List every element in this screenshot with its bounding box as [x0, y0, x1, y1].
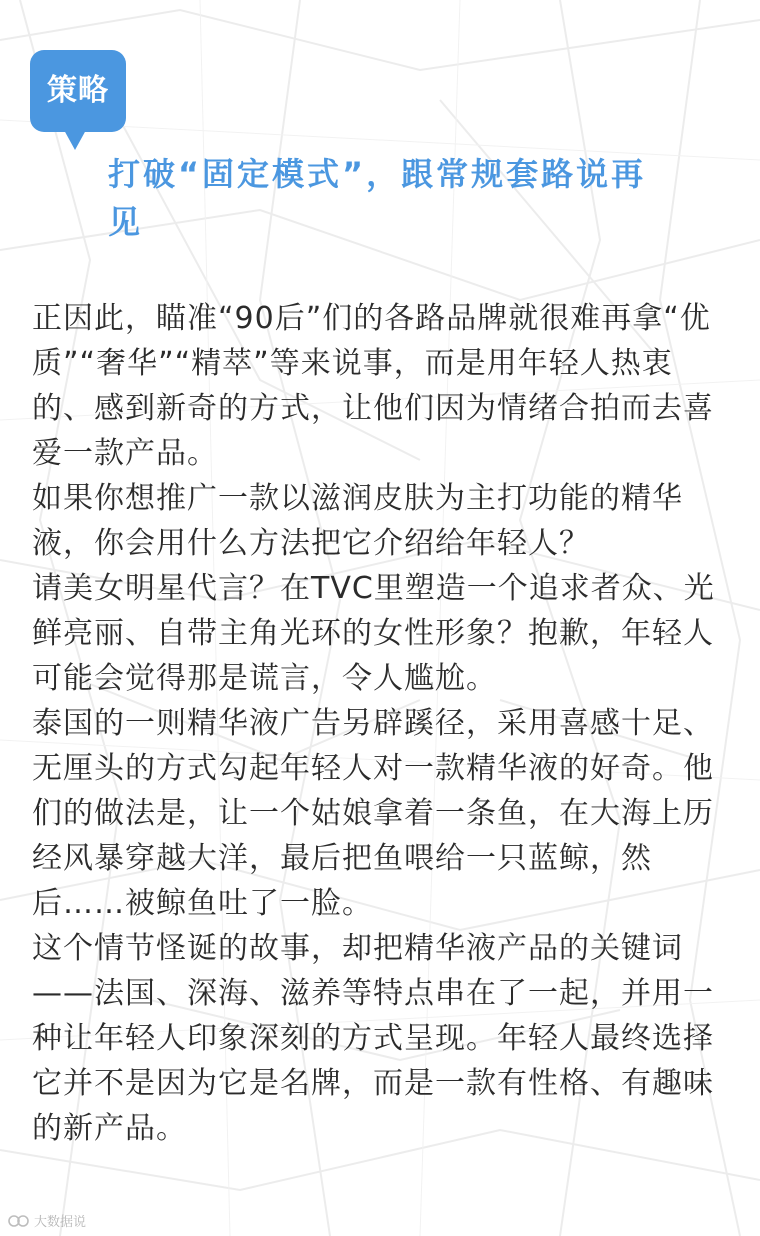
- paragraph: 泰国的一则精华液广告另辟蹊径，采用喜感十足、无厘头的方式勾起年轻人对一款精华液的好奇。他们的做法是，让一个姑娘拿着一条鱼，在大海上历经风暴穿越大洋，最后把鱼喂给一只蓝鲸，然后……被鲸鱼吐了一脸。: [32, 706, 714, 921]
- watermark-text: 大数据说: [34, 1215, 87, 1230]
- badge-tail: [64, 130, 86, 150]
- brand-logo-icon: [8, 1213, 30, 1229]
- paragraph: 如果你想推广一款以滋润皮肤为主打功能的精华液，你会用什么方法把它介绍给年轻人？: [32, 481, 683, 561]
- watermark: [8, 1211, 86, 1230]
- paragraph: 请美女明星代言？在TVC里塑造一个追求者众、光鲜亮丽、自带主角光环的女性形象？抱歉，年轻人可能会觉得那是谎言，令人尴尬。: [32, 571, 715, 696]
- paragraph: 正因此，瞄准“90后”们的各路品牌就很难再拿“优质”“奢华”“精萃”等来说事，而是用年轻人热衷的、感到新奇的方式，让他们因为情绪合拍而去喜爱一款产品。: [32, 301, 714, 471]
- section-heading: 打破“固定模式”，跟常规套路说再见: [108, 155, 647, 241]
- paragraph: 这个情节怪诞的故事，却把精华液产品的关键词——法国、深海、滋养等特点串在了一起，并用一种让年轻人印象深刻的方式呈现。年轻人最终选择它并不是因为它是名牌，而是一款有性格、有趣味的新产品。: [32, 931, 714, 1146]
- badge-label: 策略: [47, 73, 109, 108]
- strategy-badge: [30, 50, 126, 132]
- article-body: [32, 296, 732, 1151]
